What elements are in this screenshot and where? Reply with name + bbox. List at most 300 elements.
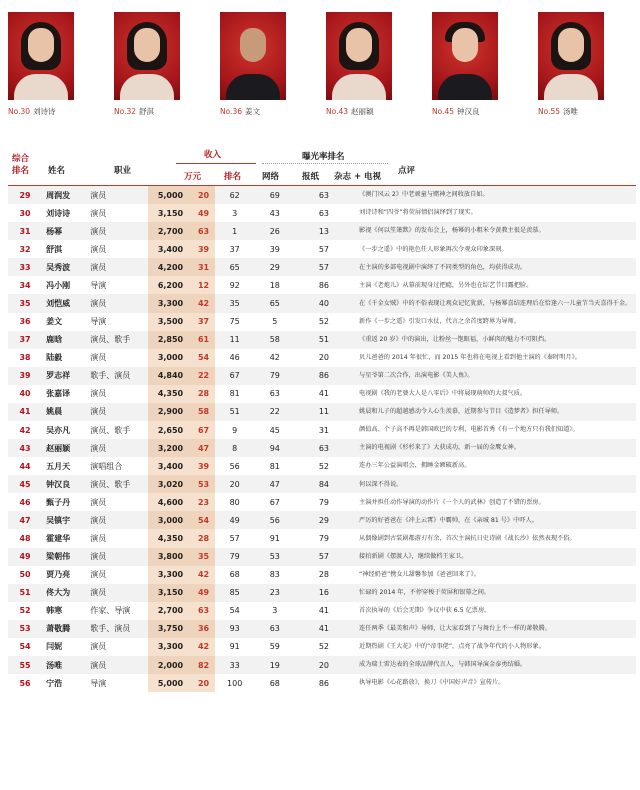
cell-job: 导演 bbox=[90, 280, 107, 290]
table-row bbox=[8, 620, 636, 638]
table-row bbox=[8, 385, 636, 403]
cell-wan: 3,750 bbox=[148, 620, 192, 638]
table-row bbox=[8, 548, 636, 566]
cell-job: 演员 bbox=[86, 186, 148, 204]
header-name: 姓名 bbox=[48, 166, 66, 176]
cell-wan: 5,000 bbox=[148, 674, 192, 692]
cell-net: 68 bbox=[229, 570, 240, 580]
cell-news: 42 bbox=[269, 353, 280, 363]
portrait-number: No.36 bbox=[220, 107, 242, 116]
cell-rank: 31 bbox=[8, 222, 42, 240]
cell-rank: 43 bbox=[8, 439, 42, 457]
cell-rank: 44 bbox=[19, 461, 31, 471]
cell-inc: 61 bbox=[193, 331, 215, 349]
table-row bbox=[8, 529, 636, 547]
cell-name: 甄子丹 bbox=[46, 497, 71, 507]
cell-inc: 39 bbox=[193, 457, 215, 475]
cell-wan: 2,900 bbox=[148, 403, 192, 421]
cell-news: 67 bbox=[269, 497, 280, 507]
cell-net: 20 bbox=[215, 475, 255, 493]
cell-name: 钟汉良 bbox=[42, 475, 86, 493]
portrait-name: 汤唯 bbox=[563, 107, 578, 116]
cell-rank: 41 bbox=[8, 403, 42, 421]
cell-rank: 33 bbox=[8, 258, 42, 276]
header-net: 网络 bbox=[262, 172, 280, 182]
cell-tv: 86 bbox=[318, 678, 330, 688]
cell-inc: 39 bbox=[193, 240, 215, 258]
table-row bbox=[8, 186, 636, 204]
cell-job: 演员 bbox=[90, 534, 107, 544]
table-row bbox=[8, 511, 636, 529]
cell-name: 舒淇 bbox=[46, 244, 63, 254]
cell-job: 演员 bbox=[86, 294, 148, 312]
cell-tv: 84 bbox=[295, 475, 353, 493]
cell-net: 75 bbox=[229, 317, 240, 327]
cell-inc: 28 bbox=[193, 385, 215, 403]
cell-job: 演员 bbox=[86, 656, 148, 674]
cell-cmt: 接拍新剧《摆渡人》，继续做档王家卫。 bbox=[353, 548, 636, 566]
cell-news: 68 bbox=[269, 678, 280, 688]
cell-cmt: 近期热剧《王大花》中的“帝事佬”，点亮了战争年代的小人物形象。 bbox=[359, 643, 545, 651]
cell-name: 霍建华 bbox=[46, 534, 71, 544]
table-row bbox=[8, 403, 636, 421]
cell-tv: 52 bbox=[318, 317, 330, 327]
cell-rank: 35 bbox=[8, 294, 42, 312]
cell-job: 演员 bbox=[86, 258, 148, 276]
cell-name: 冯小刚 bbox=[46, 280, 71, 290]
cell-net: 79 bbox=[215, 548, 255, 566]
cell-job: 演员 bbox=[86, 403, 148, 421]
cell-wan: 4,840 bbox=[148, 367, 192, 385]
cell-cmt: 何以深不得说。 bbox=[353, 475, 636, 493]
portrait-card bbox=[220, 12, 286, 117]
cell-tv: 31 bbox=[318, 425, 330, 435]
cell-cmt: 新作《一步之遥》引发口水仗，代言之余首度跨界为导师。 bbox=[359, 317, 520, 325]
cell-net: 37 bbox=[229, 244, 240, 254]
cell-rank: 37 bbox=[8, 331, 42, 349]
cell-net: 35 bbox=[215, 294, 255, 312]
cell-inc: 23 bbox=[193, 493, 215, 511]
table-row bbox=[8, 475, 636, 493]
table-row bbox=[8, 674, 636, 692]
portrait-photo bbox=[8, 12, 74, 100]
cell-rank: 56 bbox=[19, 678, 31, 688]
cell-inc: 47 bbox=[193, 439, 215, 457]
header-rank-line2: 排名 bbox=[12, 166, 30, 176]
cell-job: 演员、歌手 bbox=[86, 331, 148, 349]
header-comment: 点评 bbox=[398, 166, 416, 176]
cell-cmt: 与星爷第二次合作，出演电影《美人鱼》。 bbox=[353, 367, 636, 385]
cell-wan: 3,300 bbox=[148, 566, 192, 584]
cell-job: 演员 bbox=[86, 511, 148, 529]
cell-wan: 3,300 bbox=[148, 638, 192, 656]
cell-tv: 57 bbox=[295, 548, 353, 566]
header-income-wan: 万元 bbox=[184, 172, 202, 182]
cell-rank: 45 bbox=[8, 475, 42, 493]
portrait-photo bbox=[114, 12, 180, 100]
cell-inc: 20 bbox=[193, 186, 215, 204]
cell-name: 闫妮 bbox=[46, 642, 63, 652]
cell-net: 67 bbox=[215, 367, 255, 385]
cell-news: 18 bbox=[269, 280, 280, 290]
cell-cmt: 忙碌的 2014 年，不停穿梭于荧屏和银幕之间。 bbox=[353, 584, 636, 602]
cell-rank: 51 bbox=[8, 584, 42, 602]
cell-name: 萧敬腾 bbox=[42, 620, 86, 638]
cell-wan: 3,400 bbox=[148, 240, 192, 258]
cell-name: 陆毅 bbox=[46, 353, 63, 363]
cell-cmt: 主演的电视剧《杉杉来了》大获成功，新一届的金鹰女神。 bbox=[353, 439, 636, 457]
cell-cmt: 执导电影《心花路放》，换刀《中国好声音》宣传片。 bbox=[359, 679, 505, 687]
cell-news: 43 bbox=[269, 208, 280, 218]
header-job: 职业 bbox=[114, 166, 132, 176]
cell-tv: 28 bbox=[318, 570, 330, 580]
table-row bbox=[8, 222, 636, 240]
cell-inc: 67 bbox=[193, 421, 215, 439]
cell-wan: 3,300 bbox=[148, 294, 192, 312]
cell-name: 刘恺威 bbox=[42, 294, 86, 312]
cell-name: 吴秀波 bbox=[42, 258, 86, 276]
cell-tv: 20 bbox=[295, 656, 353, 674]
cell-net: 85 bbox=[215, 584, 255, 602]
cell-name: 张嘉译 bbox=[46, 389, 71, 399]
cell-rank: 48 bbox=[19, 534, 31, 544]
cell-tv: 11 bbox=[295, 403, 353, 421]
cell-tv: 41 bbox=[318, 606, 330, 616]
cell-name: 姜文 bbox=[46, 317, 63, 327]
cell-cmt: 影视《何以笙箫默》的发布会上，杨幂的小粗米令黄教主很是羡慕。 bbox=[353, 222, 636, 240]
cell-tv: 29 bbox=[295, 511, 353, 529]
cell-wan: 3,000 bbox=[148, 511, 192, 529]
cell-job: 歌手、演员 bbox=[86, 620, 148, 638]
header-income: 收入 bbox=[204, 150, 222, 160]
cell-name: 吴镇宇 bbox=[42, 511, 86, 529]
cell-wan: 5,000 bbox=[148, 186, 192, 204]
cell-wan: 3,400 bbox=[148, 457, 192, 475]
cell-rank: 30 bbox=[19, 208, 31, 218]
cell-cmt: 刘诗诗和“四爷”将荧屏情侣演绎到了现实。 bbox=[359, 209, 477, 217]
cell-inc: 20 bbox=[193, 674, 215, 692]
cell-job: 演员 bbox=[86, 584, 148, 602]
cell-wan: 2,000 bbox=[148, 656, 192, 674]
header-tv: 杂志 + 电视 bbox=[334, 172, 382, 182]
cell-inc: 28 bbox=[193, 529, 215, 547]
cell-job: 演员 bbox=[90, 244, 107, 254]
cell-job: 演员 bbox=[90, 570, 107, 580]
cell-cmt: 主演并担任动作导演的动作片《一个人的武林》创造了不错的票房。 bbox=[359, 498, 545, 506]
cell-name: 宁浩 bbox=[46, 678, 63, 688]
cell-rank: 36 bbox=[19, 317, 31, 327]
cell-rank: 53 bbox=[8, 620, 42, 638]
cell-tv: 52 bbox=[318, 461, 330, 471]
cell-rank: 47 bbox=[8, 511, 42, 529]
cell-net: 65 bbox=[215, 258, 255, 276]
cell-news: 26 bbox=[255, 222, 295, 240]
cell-net: 8 bbox=[215, 439, 255, 457]
cell-cmt: 电视剧《我的老婆大人是八零后》中将展现萌帅的大叔气质。 bbox=[359, 390, 527, 398]
cell-name: 赵丽颖 bbox=[42, 439, 86, 457]
header-exposure: 曝光率排名 bbox=[302, 152, 345, 162]
cell-net: 11 bbox=[215, 331, 255, 349]
cell-news: 81 bbox=[269, 461, 280, 471]
cell-wan: 3,150 bbox=[148, 204, 192, 222]
table-row bbox=[8, 294, 636, 312]
portrait-photo bbox=[220, 12, 286, 100]
portrait-strip bbox=[0, 0, 640, 130]
cell-wan: 3,200 bbox=[148, 439, 192, 457]
cell-tv: 20 bbox=[318, 353, 330, 363]
cell-rank: 39 bbox=[8, 367, 42, 385]
cell-net: 91 bbox=[229, 642, 240, 652]
cell-net: 92 bbox=[229, 280, 240, 290]
cell-news: 3 bbox=[272, 606, 278, 616]
cell-inc: 42 bbox=[193, 294, 215, 312]
table-row bbox=[8, 656, 636, 674]
header-news: 报纸 bbox=[302, 172, 320, 182]
cell-tv: 63 bbox=[295, 186, 353, 204]
table-row bbox=[8, 331, 636, 349]
cell-rank: 34 bbox=[19, 280, 31, 290]
cell-rank: 38 bbox=[19, 353, 31, 363]
cell-rank: 32 bbox=[19, 244, 31, 254]
cell-rank: 40 bbox=[19, 389, 31, 399]
table-row bbox=[8, 457, 636, 475]
portrait-number: No.45 bbox=[432, 107, 454, 116]
cell-news: 63 bbox=[269, 389, 280, 399]
cell-job: 歌手、演员 bbox=[86, 367, 148, 385]
cell-news: 63 bbox=[255, 620, 295, 638]
cell-cmt: 连办三年公益演唱会，拥睡金额破新高。 bbox=[359, 462, 471, 470]
cell-news: 5 bbox=[272, 317, 278, 327]
cell-tv: 86 bbox=[295, 367, 353, 385]
cell-name: 五月天 bbox=[46, 461, 71, 471]
table-row bbox=[8, 584, 636, 602]
cell-name: 周润发 bbox=[42, 186, 86, 204]
cell-net: 80 bbox=[229, 497, 240, 507]
cell-job: 演员 bbox=[86, 222, 148, 240]
cell-name: 姚晨 bbox=[42, 403, 86, 421]
cell-cmt: “神经奶爸”携女儿甜馨参加《爸爸回来了》。 bbox=[359, 570, 480, 578]
cell-wan: 2,700 bbox=[148, 222, 192, 240]
cell-rank: 55 bbox=[8, 656, 42, 674]
cell-job: 演员 bbox=[90, 353, 107, 363]
cell-cmt: 《一步之遥》中的艳色任人形象再次令观众印象深刻。 bbox=[359, 245, 508, 253]
cell-inc: 36 bbox=[193, 620, 215, 638]
cell-job: 演员 bbox=[90, 497, 107, 507]
table-row bbox=[8, 240, 636, 258]
cell-wan: 4,200 bbox=[148, 258, 192, 276]
cell-news: 56 bbox=[255, 511, 295, 529]
portrait-name: 钟汉良 bbox=[457, 107, 480, 116]
portrait-photo bbox=[432, 12, 498, 100]
cell-inc: 37 bbox=[193, 313, 215, 331]
cell-news: 47 bbox=[255, 475, 295, 493]
cell-news: 45 bbox=[269, 425, 280, 435]
cell-inc: 35 bbox=[193, 548, 215, 566]
cell-wan: 2,700 bbox=[148, 602, 192, 620]
cell-news: 23 bbox=[255, 584, 295, 602]
cell-cmt: 在《千金女贼》中的不俗表现让观众记忆犹新，与杨幂喜结连理后在恰逢六一儿童节当天喜得千金。 bbox=[353, 294, 636, 312]
cell-news: 79 bbox=[255, 367, 295, 385]
cell-news: 19 bbox=[255, 656, 295, 674]
cell-news: 59 bbox=[269, 642, 280, 652]
cell-net: 54 bbox=[229, 606, 240, 616]
cell-net: 49 bbox=[215, 511, 255, 529]
cell-news: 94 bbox=[255, 439, 295, 457]
cell-inc: 42 bbox=[193, 638, 215, 656]
cell-wan: 2,850 bbox=[148, 331, 192, 349]
portrait-number: No.30 bbox=[8, 107, 30, 116]
cell-name: 杨幂 bbox=[42, 222, 86, 240]
cell-job: 演员、歌手 bbox=[86, 475, 148, 493]
cell-inc: 54 bbox=[193, 511, 215, 529]
cell-name: 梁朝伟 bbox=[42, 548, 86, 566]
cell-wan: 3,800 bbox=[148, 548, 192, 566]
cell-name: 韩寒 bbox=[46, 606, 63, 616]
income-header-rule bbox=[176, 163, 256, 164]
cell-cmt: 贝儿爸爸的 2014 年很忙，而 2015 年也将在电视上看到他主演的《秦时明月》。 bbox=[359, 353, 581, 361]
cell-rank: 49 bbox=[8, 548, 42, 566]
table-row bbox=[8, 204, 636, 222]
portrait-name: 姜文 bbox=[245, 107, 260, 116]
portrait-card bbox=[432, 12, 498, 117]
cell-news: 58 bbox=[255, 331, 295, 349]
cell-name: 贾乃亮 bbox=[46, 570, 71, 580]
cell-inc: 49 bbox=[193, 204, 215, 222]
table-row bbox=[8, 602, 636, 620]
cell-inc: 49 bbox=[193, 584, 215, 602]
cell-rank: 29 bbox=[8, 186, 42, 204]
cell-inc: 63 bbox=[193, 222, 215, 240]
cell-tv: 79 bbox=[318, 497, 330, 507]
cell-inc: 82 bbox=[193, 656, 215, 674]
portrait-card bbox=[538, 12, 604, 117]
cell-tv: 52 bbox=[318, 642, 330, 652]
table-row bbox=[8, 349, 636, 367]
cell-wan: 3,150 bbox=[148, 584, 192, 602]
cell-news: 39 bbox=[269, 244, 280, 254]
cell-rank: 54 bbox=[19, 642, 31, 652]
portrait-name: 刘诗诗 bbox=[33, 107, 56, 116]
cell-tv: 63 bbox=[295, 439, 353, 457]
cell-name: 吴亦凡 bbox=[46, 425, 71, 435]
cell-wan: 4,350 bbox=[148, 385, 192, 403]
cell-job: 演员、歌手 bbox=[90, 425, 131, 435]
cell-wan: 3,020 bbox=[148, 475, 192, 493]
cell-tv: 79 bbox=[318, 534, 330, 544]
portrait-card bbox=[114, 12, 180, 117]
cell-news: 53 bbox=[255, 548, 295, 566]
cell-cmt: 姚晨和儿子的超越感动令人心生羡慕，近期参与节目《造梦者》担任导师。 bbox=[353, 403, 636, 421]
cell-tv: 63 bbox=[318, 208, 330, 218]
cell-net: 46 bbox=[229, 353, 240, 363]
cell-job: 演员 bbox=[86, 439, 148, 457]
portrait-photo bbox=[326, 12, 392, 100]
cell-net: 100 bbox=[227, 678, 243, 688]
portrait-card bbox=[8, 12, 74, 117]
cell-job: 演员 bbox=[86, 548, 148, 566]
cell-job: 导演 bbox=[90, 678, 107, 688]
cell-cmt: 连任两季《最美和声》导师，让大家看到了与舞台上不一样的萧敬腾。 bbox=[353, 620, 636, 638]
cell-wan: 4,600 bbox=[148, 493, 192, 511]
cell-net: 57 bbox=[229, 534, 240, 544]
cell-tv: 16 bbox=[295, 584, 353, 602]
portrait-card bbox=[326, 12, 392, 117]
cell-job: 作家、导演 bbox=[90, 606, 131, 616]
header-rank-line1: 综合 bbox=[12, 154, 30, 164]
ranking-table bbox=[8, 186, 636, 692]
portrait-name: 舒淇 bbox=[139, 107, 154, 116]
cell-news: 83 bbox=[269, 570, 280, 580]
cell-news: 91 bbox=[269, 534, 280, 544]
exposure-header-rule bbox=[262, 163, 388, 164]
cell-job: 演员 bbox=[90, 389, 107, 399]
cell-net: 9 bbox=[232, 425, 238, 435]
cell-tv: 57 bbox=[295, 258, 353, 276]
cell-rank: 46 bbox=[19, 497, 31, 507]
cell-inc: 42 bbox=[193, 566, 215, 584]
cell-job: 导演 bbox=[90, 317, 107, 327]
cell-job: 演唱组合 bbox=[90, 461, 123, 471]
cell-tv: 86 bbox=[318, 280, 330, 290]
header-income-rank: 排名 bbox=[224, 172, 242, 182]
portrait-number: No.32 bbox=[114, 107, 136, 116]
cell-tv: 40 bbox=[295, 294, 353, 312]
table-row bbox=[8, 421, 636, 439]
portrait-photo bbox=[538, 12, 604, 100]
portrait-name: 赵丽颖 bbox=[351, 107, 374, 116]
cell-inc: 58 bbox=[193, 403, 215, 421]
cell-wan: 4,350 bbox=[148, 529, 192, 547]
cell-rank: 52 bbox=[19, 606, 31, 616]
cell-net: 3 bbox=[232, 208, 238, 218]
cell-tv: 13 bbox=[295, 222, 353, 240]
cell-net: 62 bbox=[215, 186, 255, 204]
cell-inc: 12 bbox=[193, 276, 215, 294]
cell-name: 罗志祥 bbox=[42, 367, 86, 385]
cell-cmt: 《重返 20 岁》中的演出，让粉丝一饱眼福，小鲜肉的魅力不可阻挡。 bbox=[353, 331, 636, 349]
table-row bbox=[8, 493, 636, 511]
cell-wan: 3,000 bbox=[148, 349, 192, 367]
cell-inc: 53 bbox=[193, 475, 215, 493]
cell-name: 鹿晗 bbox=[42, 331, 86, 349]
cell-cmt: 首次执导的《后会无期》争议中获 6.5 亿票房。 bbox=[359, 607, 491, 615]
cell-inc: 63 bbox=[193, 602, 215, 620]
table-row bbox=[8, 276, 636, 294]
table-row bbox=[8, 439, 636, 457]
cell-rank: 42 bbox=[19, 425, 31, 435]
cell-net: 33 bbox=[215, 656, 255, 674]
cell-cmt: 《澳门风云 2》中老顽童与赌神之间收放自如。 bbox=[353, 186, 636, 204]
cell-wan: 3,500 bbox=[148, 313, 192, 331]
cell-net: 56 bbox=[229, 461, 240, 471]
cell-job: 演员 bbox=[90, 642, 107, 652]
cell-news: 65 bbox=[255, 294, 295, 312]
cell-net: 81 bbox=[229, 389, 240, 399]
cell-rank: 50 bbox=[19, 570, 31, 580]
portrait-number: No.43 bbox=[326, 107, 348, 116]
cell-wan: 6,200 bbox=[148, 276, 192, 294]
cell-cmt: 主演《老炮儿》从幕前现身过把瘾，另外也在综艺节目露把脸。 bbox=[359, 281, 533, 289]
cell-inc: 22 bbox=[193, 367, 215, 385]
cell-tv: 41 bbox=[295, 620, 353, 638]
cell-cmt: 颜值高、个子高不再是韩国欧巴的专利，电影首秀《有一个地方只有我们知道》。 bbox=[359, 426, 579, 434]
cell-cmt: 在主演的多部电视剧中演绎了不同类型的角色，均获得成功。 bbox=[353, 258, 636, 276]
table-row bbox=[8, 638, 636, 656]
cell-name: 刘诗诗 bbox=[46, 208, 71, 218]
table-row bbox=[8, 566, 636, 584]
cell-tv: 41 bbox=[318, 389, 330, 399]
table-header bbox=[0, 148, 640, 186]
